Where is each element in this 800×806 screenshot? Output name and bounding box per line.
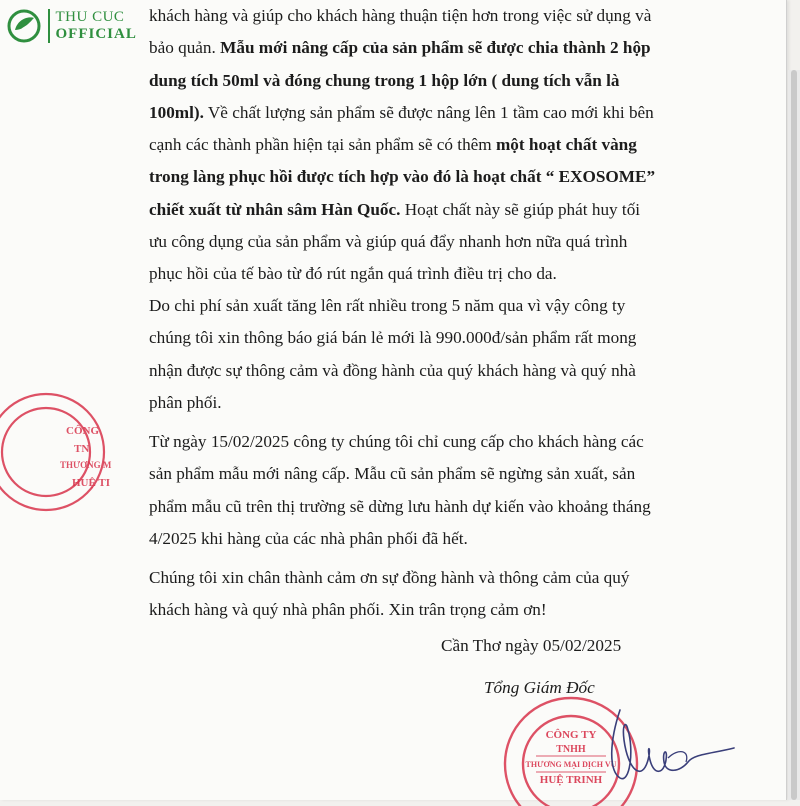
text-line [149, 161, 689, 193]
text-line: nhận được sự thông cảm và đồng hành của quý khách hàng và quý nhà [149, 360, 636, 380]
bold-text: trong làng phục hồi được tích hợp vào đó là hoạt chất “ EXOSOME” [149, 167, 656, 187]
stamp-left-line-2: TN [74, 443, 90, 455]
text-line: khách hàng và giúp cho khách hàng thuận tiện hơn trong việc sử dụng và [149, 6, 652, 25]
date-line: Cần Thơ ngày 05/02/2025 [441, 636, 622, 655]
text-line: phục hồi của tế bào từ đó rút ngắn quá trình điều trị cho da. [149, 264, 557, 284]
text-line: 4/2025 khi hàng của các nhà phân phối đã hết. [149, 528, 468, 548]
logo-text [56, 9, 137, 43]
paragraph-3 [149, 426, 689, 555]
company-stamp-partial [0, 388, 114, 516]
signature-icon [598, 700, 748, 790]
stamp-left-line-1: CÔNG [66, 425, 99, 437]
logo-line-2: OFFICIAL [55, 26, 137, 42]
text-line: sản phẩm mẫu mới nâng cấp. Mẫu cũ sản phẩm sẽ ngừng sản xuất, sản [149, 464, 636, 484]
text-line: chúng tôi xin thông báo giá bán lẻ mới là 990.000đ/sản phẩm rất mong [149, 328, 637, 348]
stamp-line-2: TNHH [556, 744, 586, 755]
text-line: Do chi phí sản xuất tăng lên rất nhiều trong 5 năm qua vì vậy công ty [149, 296, 626, 315]
text-line: Chúng tôi xin chân thành cảm ơn sự đồng hành và thông cảm của quý [149, 568, 630, 587]
bold-text: chiết xuất từ nhân sâm Hàn Quốc. [149, 199, 401, 219]
brand-logo [6, 8, 137, 44]
stamp-line-1: CÔNG TY [545, 729, 597, 741]
text-line [149, 65, 689, 97]
stamp-left-line-4: HUỆ TI [72, 477, 111, 489]
text-line [149, 194, 689, 226]
bold-text: dung tích 50ml và đóng chung trong 1 hộp lớn ( dung tích vẫn là [149, 70, 620, 90]
text-span: Hoạt chất này sẽ giúp phát huy tối [400, 199, 641, 219]
text-line [149, 97, 689, 129]
stamp-line-3: THƯƠNG MẠI DỊCH VỤ [525, 760, 617, 769]
logo-divider [48, 9, 50, 43]
scrollbar-thumb[interactable] [791, 70, 797, 800]
text-line: phẩm mẫu cũ trên thị trường sẽ dừng lưu hành dự kiến vào khoảng tháng [149, 496, 651, 516]
logo-line-1: THU CUC [55, 9, 125, 25]
text-span: cạnh các thành phần hiện tại sản phẩm sẽ có thêm [149, 135, 496, 155]
text-line: Từ ngày 15/02/2025 công ty chúng tôi chỉ cung cấp cho khách hàng các [149, 432, 644, 451]
stamp-left-line-3: THƯƠNG M [60, 460, 112, 470]
text-line: ưu công dụng của sản phẩm và giúp quá đẩy nhanh hơn nữa quá trình [149, 232, 628, 252]
scrollbar[interactable] [788, 70, 800, 800]
stamp-line-4: HUỆ TRINH [539, 774, 603, 786]
paragraph-1 [149, 0, 689, 291]
text-line: khách hàng và quý nhà phân phối. Xin trân trọng cảm ơn! [149, 600, 547, 620]
leaf-logo-icon [6, 8, 42, 44]
text-span: Về chất lượng sản phẩm sẽ được nâng lên 1 tầm cao mới khi bên [203, 102, 654, 122]
text-span: bảo quản. [149, 38, 221, 58]
signer-title: Tổng Giám Đốc [484, 678, 595, 697]
bold-text: Mẫu mới nâng cấp của sản phẩm sẽ được chia thành 2 hộp [220, 38, 651, 58]
paragraph-4 [149, 562, 689, 627]
text-line: phân phối. [149, 392, 222, 412]
paragraph-2 [149, 290, 689, 419]
bold-text: 100ml). [149, 102, 204, 122]
text-line [149, 32, 689, 64]
text-line [149, 129, 689, 161]
bold-text: một hoạt chất vàng [495, 135, 637, 155]
